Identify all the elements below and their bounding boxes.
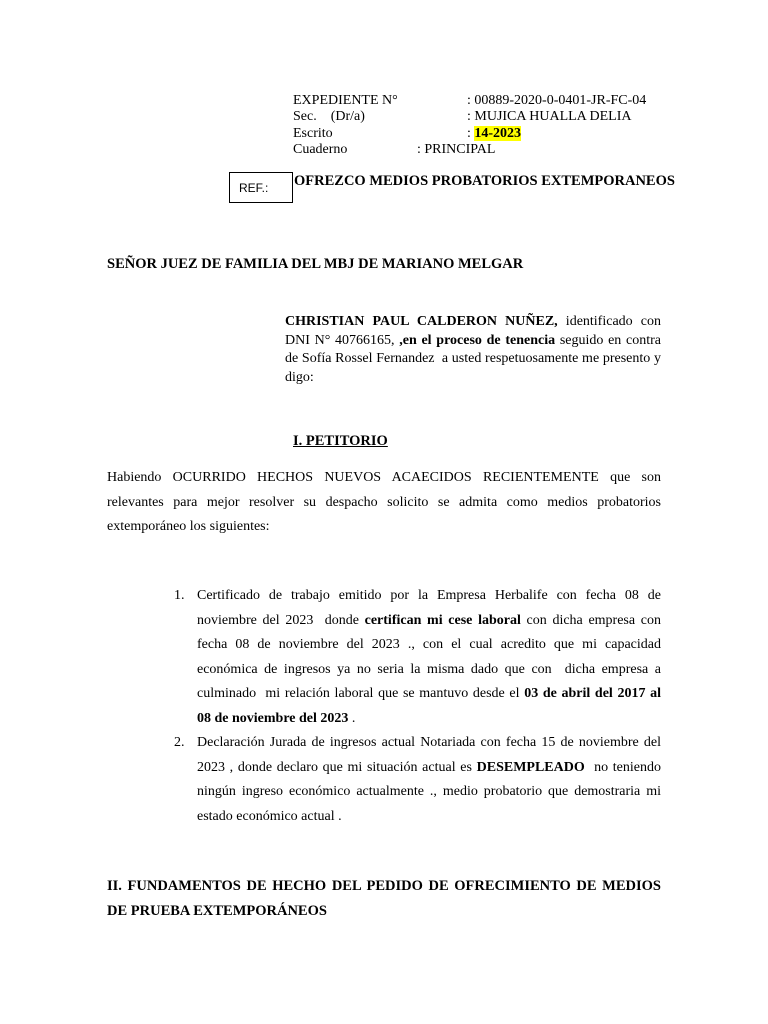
- addressee: SEÑOR JUEZ DE FAMILIA DEL MBJ DE MARIANO MELGAR: [107, 256, 524, 272]
- list-item-number: 1.: [174, 588, 185, 603]
- ref-label-box: REF.:: [229, 172, 293, 203]
- cuaderno-label: Cuaderno: [293, 142, 348, 157]
- intro-text-1: identificado con DNI N° 40766165,: [285, 314, 665, 348]
- intro-paragraph: [285, 313, 665, 387]
- item1-bold2: 03 de abril del 2017 al 08 de noviembre del 2023: [197, 686, 661, 726]
- item2-bold1: DESEMPLEADO: [476, 759, 585, 775]
- item1-bold1: certifican mi cese laboral: [364, 612, 521, 628]
- secretario-value: : MUJICA HUALLA DELIA: [467, 109, 632, 124]
- section-title-fundamentos: II. FUNDAMENTOS DE HECHO DEL PEDIDO DE OFRECIMIENTO DE MEDIOS DE PRUEBA EXTEMPORÁNEOS: [107, 878, 661, 919]
- item2-part2: no teniendo ningún ingreso económico actualmente ., medio probatorio que demostraria mi estado económico actual .: [197, 759, 665, 824]
- intro-name: CHRISTIAN PAUL CALDERON NUÑEZ,: [285, 314, 558, 329]
- list-item-1: [174, 584, 665, 731]
- escrito-prefix: :: [467, 126, 475, 141]
- list-item-text: [197, 584, 665, 731]
- ref-title: OFREZCO MEDIOS PROBATORIOS EXTEMPORANEOS: [294, 173, 675, 189]
- item1-part1: Certificado de trabajo emitido por la Empresa Herbalife con fecha 08 de noviembre del 2023 donde: [197, 588, 665, 628]
- intro-text-2: seguido en contra de Sofía Rossel Fernandez a usted respetuosamente me presento y digo:: [285, 332, 665, 385]
- item2-part1: Declaración Jurada de ingresos actual Notariada con fecha 15 de noviembre del 2023 , donde declaro que mi situación actual es: [197, 735, 665, 775]
- petitorio-paragraph: Habiendo OCURRIDO HECHOS NUEVOS ACAECIDOS RECIENTEMENTE que son relevantes para mejor resolver su despacho solicito se admita como medios probatorios extemporáneo los siguientes:: [107, 470, 661, 534]
- expediente-label: EXPEDIENTE N°: [293, 93, 398, 108]
- intro-process: ,en el proceso de tenencia: [399, 332, 556, 348]
- item1-part2: con dicha empresa con fecha 08 de noviembre del 2023 ., con el cual acredito que mi capacidad económica de ingresos ya no seria la misma dado que con dicha empresa a culminado mi relación laboral que se mantuvo desde el: [197, 612, 665, 701]
- list-item-text: [197, 731, 665, 829]
- cuaderno-value: : PRINCIPAL: [417, 142, 496, 157]
- escrito-label: Escrito: [293, 126, 333, 141]
- escrito-number-highlight: 14-2023: [474, 126, 522, 141]
- list-item-number: 2.: [174, 735, 185, 750]
- item1-part3: .: [348, 710, 356, 726]
- expediente-value: : 00889-2020-0-0401-JR-FC-04: [467, 93, 647, 108]
- escrito-value-wrap: [467, 125, 521, 142]
- section-title-petitorio: I. PETITORIO: [293, 433, 388, 449]
- secretario-label: Sec. (Dr/a): [293, 109, 365, 124]
- list-item-2: [174, 731, 665, 829]
